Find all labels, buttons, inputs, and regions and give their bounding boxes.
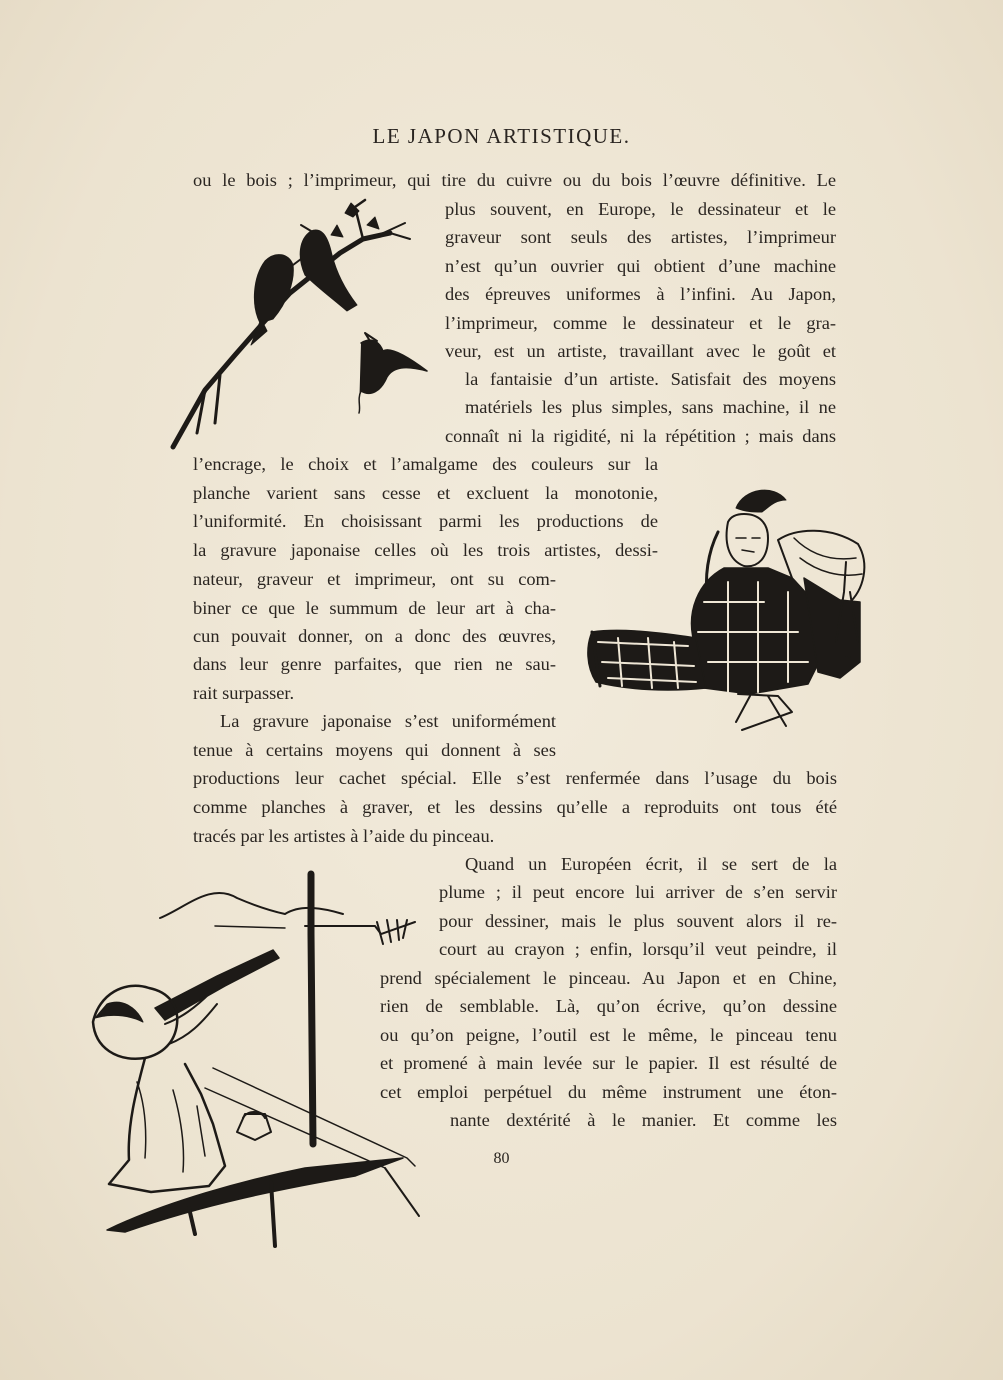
text-line: rien de semblable. Là, qu’on écrive, qu’on dessine xyxy=(380,996,837,1016)
text-line: Quand un Européen écrit, il se sert de la xyxy=(465,854,837,874)
text-line: graveur sont seuls des artistes, l’imprimeur xyxy=(445,227,836,247)
text-line: tenue à certains moyens qui donnent à ses xyxy=(193,740,556,760)
text-line: dans leur genre parfaites, que rien ne sau- xyxy=(193,654,556,674)
text-line: pour dessiner, mais le plus souvent alors il re- xyxy=(439,911,837,931)
text-line: l’encrage, le choix et l’amalgame des couleurs sur la xyxy=(193,454,658,474)
text-line: cet emploi perpétuel du même instrument une éton- xyxy=(380,1082,837,1102)
text-line: des épreuves uniformes à l’infini. Au Japon, xyxy=(445,284,836,304)
text-line: planche varient sans cesse et excluent la monotonie, xyxy=(193,483,658,503)
text-line: n’est qu’un ouvrier qui obtient d’une machine xyxy=(445,256,836,276)
seated-figure-illustration xyxy=(578,482,873,737)
text-line: plume ; il peut encore lui arriver de s’en servir xyxy=(439,882,837,902)
text-line: l’uniformité. En choisissant parmi les productions de xyxy=(193,511,658,531)
text-line: et promené à main levée sur le papier. Il est résulté de xyxy=(380,1053,837,1073)
text-line: connaît ni la rigidité, ni la répétition ; mais dans xyxy=(445,426,836,446)
text-line: la fantaisie d’un artiste. Satisfait des moyens xyxy=(465,369,836,389)
text-line: l’imprimeur, comme le dessinateur et le gra- xyxy=(445,313,836,333)
text-line: la gravure japonaise celles où les trois artistes, dessi- xyxy=(193,540,658,560)
text-line: productions leur cachet spécial. Elle s’est renfermée dans l’usage du bois xyxy=(193,768,837,788)
text-line: ou qu’on peigne, l’outil est le même, le pinceau tenu xyxy=(380,1025,837,1045)
text-line: ou le bois ; l’imprimeur, qui tire du cuivre ou du bois l’œuvre définitive. Le xyxy=(193,170,836,190)
running-title: LE JAPON ARTISTIQUE. xyxy=(372,124,631,148)
text-line: plus souvent, en Europe, le dessinateur et le xyxy=(445,199,836,219)
text-line: prend spécialement le pinceau. Au Japon et en Chine, xyxy=(380,968,837,988)
text-line: nateur, graveur et imprimeur, ont su com- xyxy=(193,569,556,589)
text-line: tracés par les artistes à l’aide du pinceau. xyxy=(193,826,495,846)
text-line: La gravure japonaise s’est uniformément xyxy=(220,711,556,731)
text-line: nante dextérité à le manier. Et comme les xyxy=(450,1110,837,1130)
text-line: cun pouvait donner, on a donc des œuvres, xyxy=(193,626,556,646)
text-line: biner ce que le summum de leur art à cha- xyxy=(193,598,556,618)
birds-on-branch-illustration xyxy=(165,195,440,455)
text-line: rait surpasser. xyxy=(193,683,295,703)
text-line: court au crayon ; enfin, lorsqu’il veut peindre, il xyxy=(439,939,837,959)
text-line: matériels les plus simples, sans machine, il ne xyxy=(465,397,836,417)
telescope-figure-illustration xyxy=(85,868,430,1253)
text-line: comme planches à graver, et les dessins qu’elle a reproduits ont tous été xyxy=(193,797,837,817)
text-line: veur, est un artiste, travaillant avec le goût et xyxy=(445,341,836,361)
page-number: 80 xyxy=(493,1150,510,1167)
